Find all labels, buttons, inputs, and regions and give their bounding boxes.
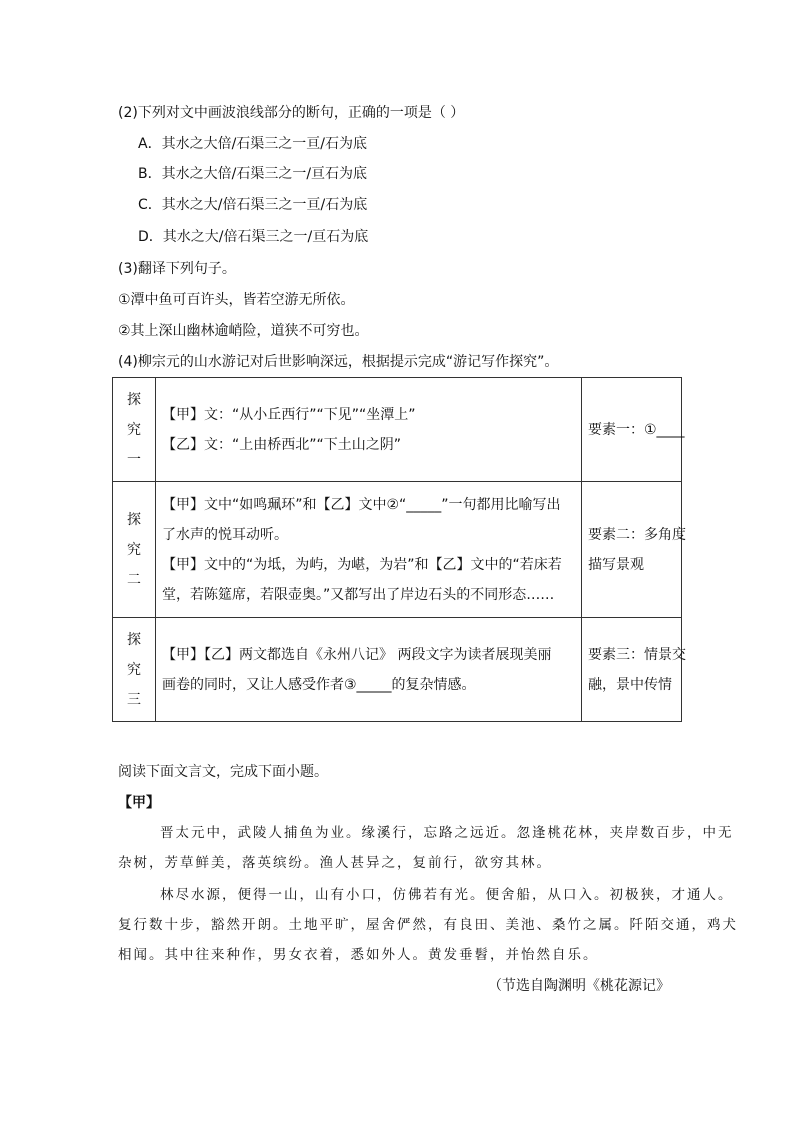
q2-option-a: A．其水之大倍/石渠三之一亘/石为底 — [138, 136, 368, 152]
q2-option-d: D．其水之大/倍石渠三之一/亘石为底 — [138, 229, 369, 245]
passage-source: （节选自陶渊明《桃花源记》 — [488, 978, 670, 994]
row-element — [582, 618, 686, 722]
table-row — [113, 482, 682, 618]
row-content — [156, 482, 582, 618]
row-label-char: 二 — [127, 571, 141, 588]
row-content — [156, 618, 582, 722]
row-label — [113, 482, 156, 618]
passage-line: 杂树，芳草鲜美，落英缤纷。渔人甚异之，复前行，欲穷其林。 — [118, 855, 552, 871]
passage-line: 晋太元中，武陵人捕鱼为业。缘溪行，忘路之远近。忽逢桃花林，夹岸数百步，中无 — [160, 825, 734, 841]
content-line: 【甲】【乙】两文都选自《永州八记》 两段文字为读者展现美丽 — [162, 646, 552, 663]
table-row — [113, 378, 682, 482]
content-line: 【甲】文中“如鸣珮环”和【乙】文中②“_____”一句都用比喻写出 — [162, 496, 561, 513]
q3-item-1: ①潭中鱼可百许头，皆若空游无所依。 — [118, 292, 355, 308]
row-label-char: 一 — [127, 451, 141, 468]
exploration-table — [112, 377, 686, 722]
row-label-char: 探 — [127, 391, 141, 408]
row-label-char: 三 — [127, 691, 141, 708]
q4-stem: (4)柳宗元的山水游记对后世影响深远，根据提示完成“游记写作探究”。 — [118, 354, 559, 370]
q3-item-2: ②其上深山幽林逾峭险，道狭不可穷也。 — [118, 323, 369, 339]
content-line: 【乙】文：“上由桥西北”“下土山之阴” — [162, 436, 402, 453]
passage-line: 相闻。其中往来种作，男女衣着，悉如外人。黄发垂髫，并怡然自乐。 — [118, 947, 599, 963]
reading-intro: 阅读下面文言文，完成下面小题。 — [118, 764, 328, 780]
content-line: 【甲】文中的“为坻，为屿，为嵁，为岩”和【乙】文中的“若床若 — [162, 556, 562, 573]
row-label-char: 究 — [127, 421, 141, 438]
content-line: 堂，若陈筵席，若限壶奥。”又都写出了岸边石头的不同形态…… — [162, 586, 555, 603]
element-text: 要素二：多角度 — [588, 526, 686, 543]
q2-option-b: B．其水之大倍/石渠三之一/亘石为底 — [138, 166, 368, 182]
q3-stem: (3)翻译下列句子。 — [118, 261, 236, 277]
content-line: 画卷的同时，又让人感受作者③_____的复杂情感。 — [162, 676, 476, 693]
passage-line: 林尽水源，便得一山，山有小口，仿佛若有光。便舍船，从口入。初极狭，才通人。 — [160, 887, 734, 903]
content-line: 了水声的悦耳动听。 — [162, 526, 288, 543]
q2-option-c: C．其水之大/倍石渠三之一亘/石为底 — [138, 197, 368, 213]
row-label-char: 探 — [127, 631, 141, 648]
table-row — [113, 618, 682, 722]
jia-label: 【甲】 — [118, 795, 160, 811]
element-text: 要素一：①____ — [588, 421, 685, 438]
content-line: 【甲】文：“从小丘西行”“下见”“坐潭上” — [162, 406, 416, 423]
element-text: 要素三：情景交 — [588, 646, 686, 663]
row-label-char: 究 — [127, 661, 141, 678]
passage-line: 复行数十步，豁然开朗。土地平旷，屋舍俨然，有良田、美池、桑竹之属。阡陌交通，鸡犬 — [118, 917, 738, 933]
row-label-char: 探 — [127, 511, 141, 528]
row-element — [582, 482, 686, 618]
element-text: 融，景中传情 — [588, 676, 672, 693]
row-label — [113, 378, 156, 482]
row-label — [113, 618, 156, 722]
row-element — [582, 378, 685, 482]
q2-stem: (2)下列对文中画波浪线部分的断句，正确的一项是（ ） — [118, 105, 465, 121]
row-label-char: 究 — [127, 541, 141, 558]
element-text: 描写景观 — [588, 556, 644, 573]
row-content — [156, 378, 582, 482]
